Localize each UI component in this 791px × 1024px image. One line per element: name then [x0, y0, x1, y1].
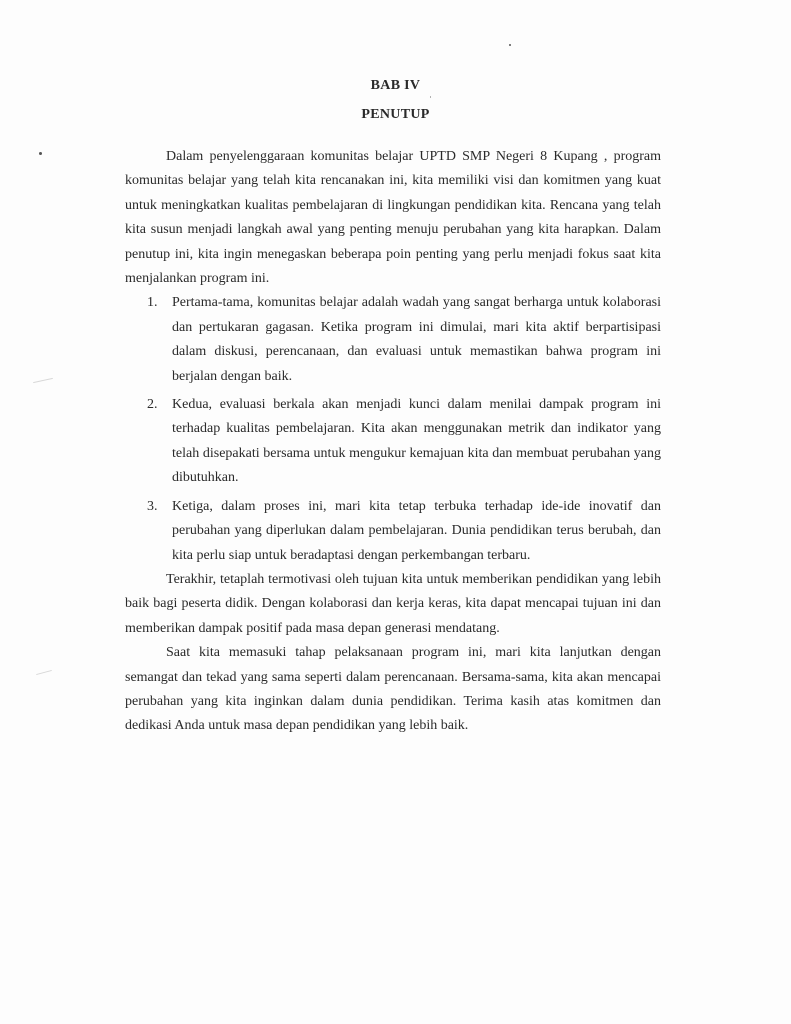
scan-smudge: [36, 670, 52, 675]
intro-paragraph: Dalam penyelenggaraan komunitas belajar UPTD SMP Negeri 8 Kupang , program komunitas belajar yang telah kita rencanakan ini, kita memiliki visi dan komitmen yang kuat untuk meningkatkan kualitas pembelajaran di lingkungan pendidikan kita. Rencana yang telah kita susun menjadi langkah awal yang penting menuju perubahan yang kita harapkan. Dalam penutup ini, kita ingin menegaskan beberapa poin penting yang perlu menjadi fokus saat kita menjalankan program ini.: [125, 149, 661, 287]
list-item: [125, 393, 661, 491]
list-item-text: Ketiga, dalam proses ini, mari kita tetap terbuka terhadap ide-ide inovatif dan perubahan yang diperlukan dalam pembelajaran. Dunia pendidikan terus berubah, dan kita perlu siap untuk beradaptasi dengan perkembangan terbaru.: [172, 498, 661, 563]
closing-paragraph-2: Saat kita memasuki tahap pelaksanaan program ini, mari kita lanjutkan dengan semangat dan tekad yang sama seperti dalam perencanaan. Bersama-sama, kita akan mencapai perubahan yang kita inginkan dalam dunia pendidikan. Terima kasih atas komitmen dan dedikasi Anda untuk masa depan pendidikan yang lebih baik.: [125, 645, 661, 734]
list-item-number: 1.: [147, 295, 158, 311]
scan-speck: [39, 152, 42, 155]
document-body: [125, 145, 661, 739]
scan-speck: [509, 44, 511, 46]
list-item-number: 3.: [147, 498, 158, 514]
list-item-text: Pertama-tama, komunitas belajar adalah wadah yang sangat berharga untuk kolaborasi dan pertukaran gagasan. Ketika program ini dimulai, mari kita aktif berpartisipasi dalam diskusi, perencanaan, dan evaluasi untuk memastikan bahwa program ini berjalan dengan baik.: [172, 295, 661, 384]
scan-smudge: [33, 378, 53, 383]
closing-paragraph-1: Terakhir, tetaplah termotivasi oleh tujuan kita untuk memberikan pendidikan yang lebih baik bagi peserta didik. Dengan kolaborasi dan kerja keras, kita dapat mencapai tujuan ini dan memberikan dampak positif pada masa depan generasi mendatang.: [125, 571, 661, 636]
list-item-text: Kedua, evaluasi berkala akan menjadi kunci dalam menilai dampak program ini terhadap kualitas pembelajaran. Kita akan menggunakan metrik dan indikator yang telah disepakati bersama untuk mengukur kemajuan kita dan membuat perubahan yang dibutuhkan.: [172, 397, 661, 486]
points-list: [125, 291, 661, 567]
list-item: [125, 495, 661, 568]
chapter-title: BAB IV: [370, 78, 421, 93]
list-item-number: 2.: [147, 397, 158, 413]
chapter-subtitle: PENUTUP: [361, 107, 430, 122]
list-item: [125, 291, 661, 389]
scan-speck: [430, 96, 431, 98]
